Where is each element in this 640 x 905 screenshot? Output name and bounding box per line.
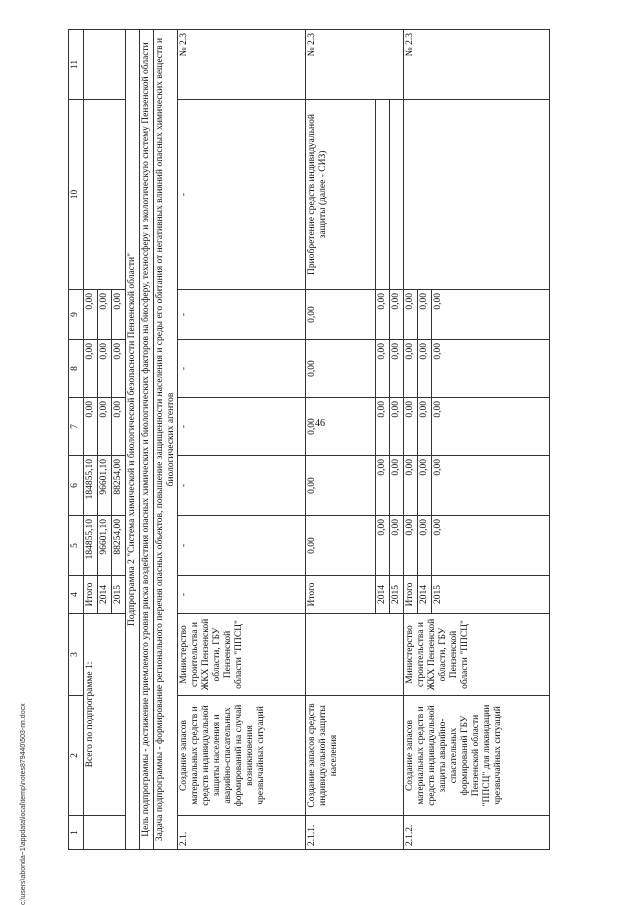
task-row [153,30,178,850]
table-row: 2015 0,00 0,00 0,00 0,00 0,00 [390,30,404,850]
col-header: 6 [69,456,84,516]
col-header: 5 [69,516,84,576]
subprogram-title-row [125,30,139,850]
total-row: Всего по подпрограмме 1: Итого 184855,10 184855,10 0,00 0,00 0,00 [84,30,98,850]
table-row: 2014 0,00 0,00 0,00 0,00 0,00 [376,30,390,850]
col-header: 9 [69,290,84,340]
col-header: 10 [69,100,84,290]
rotated-table-container [68,30,558,850]
subprogram-task: Задача подпрограммы - формирование регионального перечня опасных объектов, повышение защищенности населения и среды его обитания от негативных влияний опасных химических веществ и биологических агентов [153,30,178,850]
col-header: 8 [69,340,84,398]
table-row: 2.1.1. Создание запасов средств индивидуальной защиты населения Итого 0,00 0,00 0,00 0,00 0,00 Приобретение средств индивидуальной защиты (далее - СИЗ) № 2.3 [306,30,376,850]
table-row: 2.1. Создание запасов материальных средств и средств индивидуальной защиты населения и аварийно-спасательных формирований на случай возникновения чрезвычайных ситуаций Министерство строительства и ЖКХ Пензенской области, ГБУ Пензенской области "ППСЦ" - - - - - - - № 2.3 [178,30,306,850]
col-header: 2 [69,696,84,816]
table-row: 2015 0,00 0,00 0,00 0,00 0,00 [432,30,550,850]
program-table [68,29,550,850]
total-row: 2015 88254,00 88254,00 0,00 0,00 0,00 [111,30,125,850]
goal-row [139,30,153,850]
table-row: 2.1.2. Создание запасов материальных средств и средств индивидуальной защиты аварийно-спасательных формирований ГБУ Пензенской области "ППСЦ" для ликвидации чрезвычайных ситуаций Министерство строительства и ЖКХ Пензенской области, ГБУ Пензенской области "ППСЦ" Итого 0,00 0,00 0,00 0,00 0,00 № 2.3 [404,30,418,850]
subprogram-title: Подпрограмма 2 "Система химической и биологической безопасности Пензенской области" [125,30,139,850]
total-row: 2014 96601,10 96601,10 0,00 0,00 0,00 [97,30,111,850]
col-header: 7 [69,398,84,456]
table-row: 2014 0,00 0,00 0,00 0,00 0,00 [418,30,432,850]
page-number: 46 [315,418,325,429]
col-header: 1 [69,816,84,850]
header-row [69,30,84,850]
col-header: 4 [69,576,84,614]
total-label: Всего по подпрограмме 1: [84,614,126,816]
col-header: 11 [69,30,84,100]
subprogram-goal: Цель подпрограммы - достижение приемлемого уровня риска воздействия опасных химических и биологических факторов на биосферу, техносферу и экологическую систему Пензенской области [139,30,153,850]
document-path-footer: c:\users\abonda~1\appdata\local\temp\notes879440\503-пп.docx [20,703,27,905]
col-header: 3 [69,614,84,696]
